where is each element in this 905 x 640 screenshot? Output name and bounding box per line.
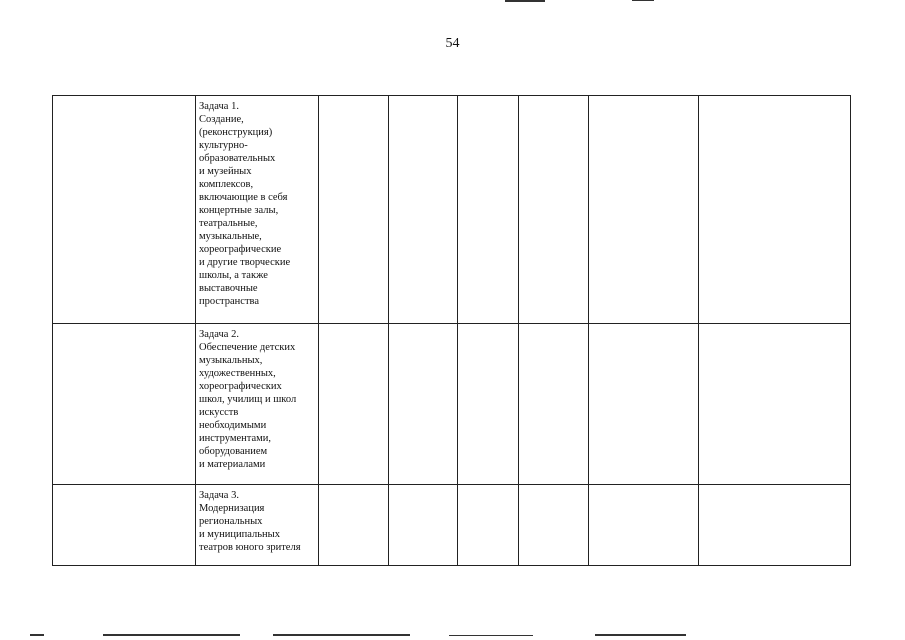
scan-artifact (632, 0, 654, 1)
table-cell-empty (458, 324, 519, 485)
table-cell-empty (53, 96, 196, 324)
scan-artifact (449, 635, 533, 636)
task-cell: Задача 3. Модернизация региональных и муниципальных театров юного зрителя (196, 485, 319, 566)
table-cell-empty (589, 485, 699, 566)
table-row (53, 96, 851, 324)
table-cell-empty (699, 96, 851, 324)
table-cell-empty (53, 485, 196, 566)
table-cell-empty (389, 96, 458, 324)
table-row (53, 485, 851, 566)
table-cell-empty (458, 96, 519, 324)
task-cell: Задача 1. Создание, (реконструкция) культурно- образовательных и музейных комплексов, включающие в себя концертные залы, театральные, музыкальные, хореографические и другие творческие школы, а также выставочные пространства (196, 96, 319, 324)
scan-artifact (103, 634, 240, 636)
table-cell-empty (589, 96, 699, 324)
scan-artifact (30, 634, 44, 636)
scan-artifact (273, 634, 410, 636)
table-cell-empty (589, 324, 699, 485)
table-cell-empty (319, 485, 389, 566)
table-cell-empty (699, 485, 851, 566)
scan-artifact (505, 0, 545, 2)
table-cell-empty (319, 324, 389, 485)
table-cell-empty (319, 96, 389, 324)
table-cell-empty (519, 324, 589, 485)
table-cell-empty (519, 485, 589, 566)
table-cell-empty (458, 485, 519, 566)
task-cell: Задача 2. Обеспечение детских музыкальных, художественных, хореографических школ, училищ и школ искусств необходимыми инструментами, оборудованием и материалами (196, 324, 319, 485)
table-row (53, 324, 851, 485)
table-cell-empty (53, 324, 196, 485)
program-table (52, 95, 851, 566)
table-cell-empty (699, 324, 851, 485)
table-cell-empty (519, 96, 589, 324)
page-number: 54 (445, 36, 460, 51)
scan-artifact (595, 634, 686, 636)
table-cell-empty (389, 485, 458, 566)
table-cell-empty (389, 324, 458, 485)
